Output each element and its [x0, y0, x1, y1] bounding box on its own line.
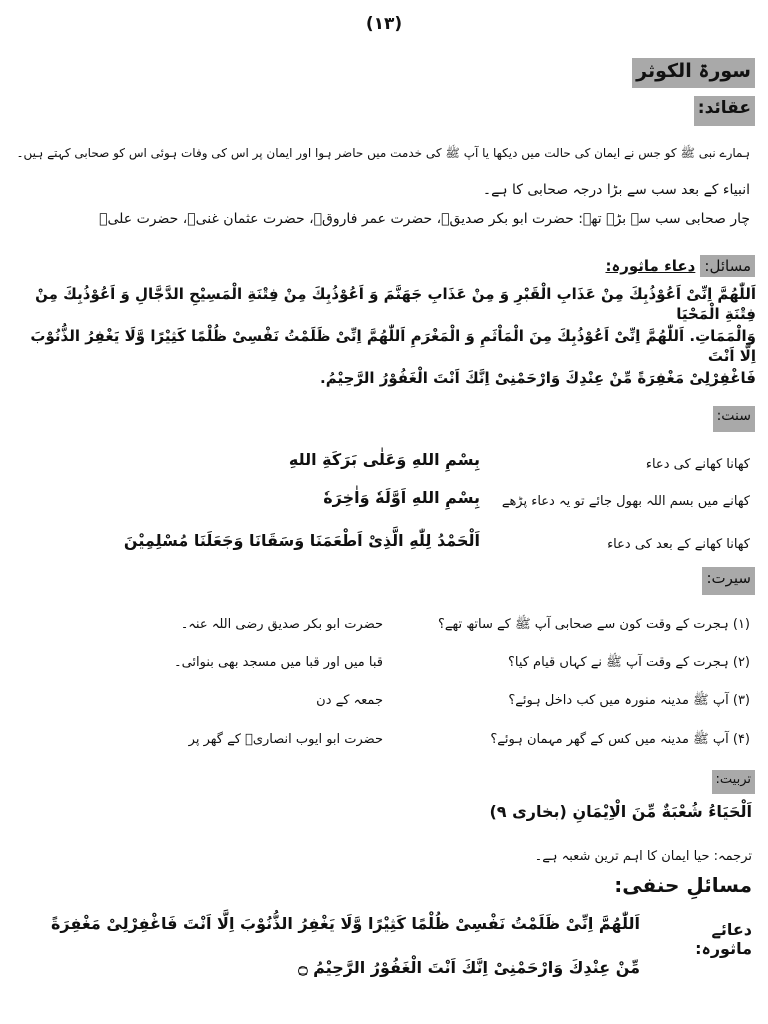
arabic-dua-line: فَاغْفِرْلِیْ مَغْفِرَةً مِّنْ عِنْدِكَ وَارْحَمْنِیْ اِنَّكَ اَنْتَ الْغَفُوْرُ الرَّحِيْمُ. [320, 369, 756, 387]
hadith-text: اَلْحَيَاءُ شُعْبَةٌ مِّنَ الْاِيْمَانِ (بخاری ۹) [489, 802, 752, 821]
sunnat-dua: بِسْمِ اللهِ اَوَّلَهٗ وَاٰخِرَهٗ [323, 488, 480, 507]
seerat-answer: حضرت ابو ایوب انصاریؓ کے گھر پر [188, 732, 383, 747]
masail-hanafi-heading: مسائلِ حنفی: [614, 873, 752, 897]
hadith-translation: ترجمہ: حیا ایمان کا اہم ترین شعبہ ہے۔ [534, 849, 752, 864]
seerat-answer: جمعہ کے دن [316, 693, 383, 708]
dua-masura-label: دعائے ماثورہ: [695, 920, 752, 958]
sunnat-label: کھانا کھانے کی دعاء [645, 457, 750, 472]
seerat-answer: حضرت ابو بکر صدیق رضی اللہ عنہ۔ [180, 617, 383, 632]
masail-header [605, 256, 755, 275]
aqaid-line: چار صحابی سب سے بڑے تھے: حضرت ابو بکر صدیقؓ، حضرت عمر فاروقؓ، حضرت عثمان غنیؓ، حضرت علیؓ [99, 211, 750, 227]
arabic-dua-line: وَالْمَمَاتِ. اَللّٰهُمَّ اِنِّیْ اَعُوْذُبِكَ مِنَ الْمَاْثَمِ وَ الْمَغْرَمِ اَللّٰهُمَّ اِنِّیْ ظَلَمْتُ نَفْسِیْ ظُلْمًا كَثِيْرًا وَّلَا يَغْفِرُ الذُّنُوْبَ اِلَّا اَنْتَ [30, 327, 756, 365]
seerat-question: (۳) آپ ﷺ مدینہ منورہ میں کب داخل ہوئے؟ [508, 693, 750, 708]
sunnat-heading: سنت: [713, 406, 755, 432]
seerat-question: (۱) ہجرت کے وقت کون سے صحابی آپ ﷺ کے ساتھ تھے؟ [437, 617, 750, 632]
seerat-answer: قبا میں اور قبا میں مسجد بھی بنوائی۔ [173, 655, 383, 670]
page-number: (۱۳) [365, 14, 403, 34]
arabic-dua-line: مِّنْ عِنْدِكَ وَارْحَمْنِیْ اِنَّكَ اَنْتَ الْغَفُوْرُ الرَّحِيْمُ ۝ [298, 958, 640, 977]
aqaid-heading: عقائد: [694, 96, 755, 126]
tarbiyat-heading: تربیت: [712, 770, 755, 794]
sunnat-label: کھانا کھانے کے بعد کی دعاء [607, 537, 750, 552]
arabic-dua-line: اَللّٰهُمَّ اِنِّیْ ظَلَمْتُ نَفْسِیْ ظُلْمًا كَثِيْرًا وَّلَا يَغْفِرُ الذُّنُوْبَ اِلَّا اَنْتَ فَاغْفِرْلِیْ مَغْفِرَةً [50, 914, 640, 933]
masail-heading: مسائل: [700, 255, 755, 277]
dua-masura-subheading: دعاء ماثورہ: [605, 257, 696, 275]
aqaid-line: ہمارے نبی ﷺ کو جس نے ایمان کی حالت میں دیکھا یا آپ ﷺ کی خدمت میں حاضر ہوا اور ایمان پر اس کی وفات ہوئی اس کو صحابی کہتے ہیں۔ [16, 146, 750, 160]
surah-title: سورۃ الکوثر [632, 58, 755, 88]
arabic-dua-line: اَللّٰهُمَّ اِنِّیْ اَعُوْذُبِكَ مِنْ عَذَابِ الْقَبْرِ وَ مِنْ عَذَابِ جَهَنَّمَ وَ اَعُوْذُبِكَ مِنْ فِتْنَةِ الْمَسِيْحِ الدَّجَّالِ وَ اَعُوْذُبِكَ مِنْ فِتْنَةِ الْمَحْيَا [35, 285, 756, 323]
seerat-heading: سیرت: [702, 567, 755, 595]
aqaid-line: انبیاء کے بعد سب سے بڑا درجہ صحابی کا ہے۔ [482, 182, 750, 198]
sunnat-dua: بِسْمِ اللهِ وَعَلٰى بَرَكَةِ اللهِ [288, 450, 480, 469]
sunnat-dua: اَلْحَمْدُ لِلّٰهِ الَّذِیْ اَطْعَمَنَا وَسَقَانَا وَجَعَلَنَا مُسْلِمِيْنَ [123, 531, 480, 550]
seerat-question: (۲) ہجرت کے وقت آپ ﷺ نے کہاں قیام کیا؟ [507, 655, 750, 670]
seerat-question: (۴) آپ ﷺ مدینہ میں کس کے گھر مہمان ہوئے؟ [490, 732, 750, 747]
sunnat-label: کھانے میں بسم اللہ بھول جائے تو یہ دعاء پڑھے [501, 494, 750, 509]
